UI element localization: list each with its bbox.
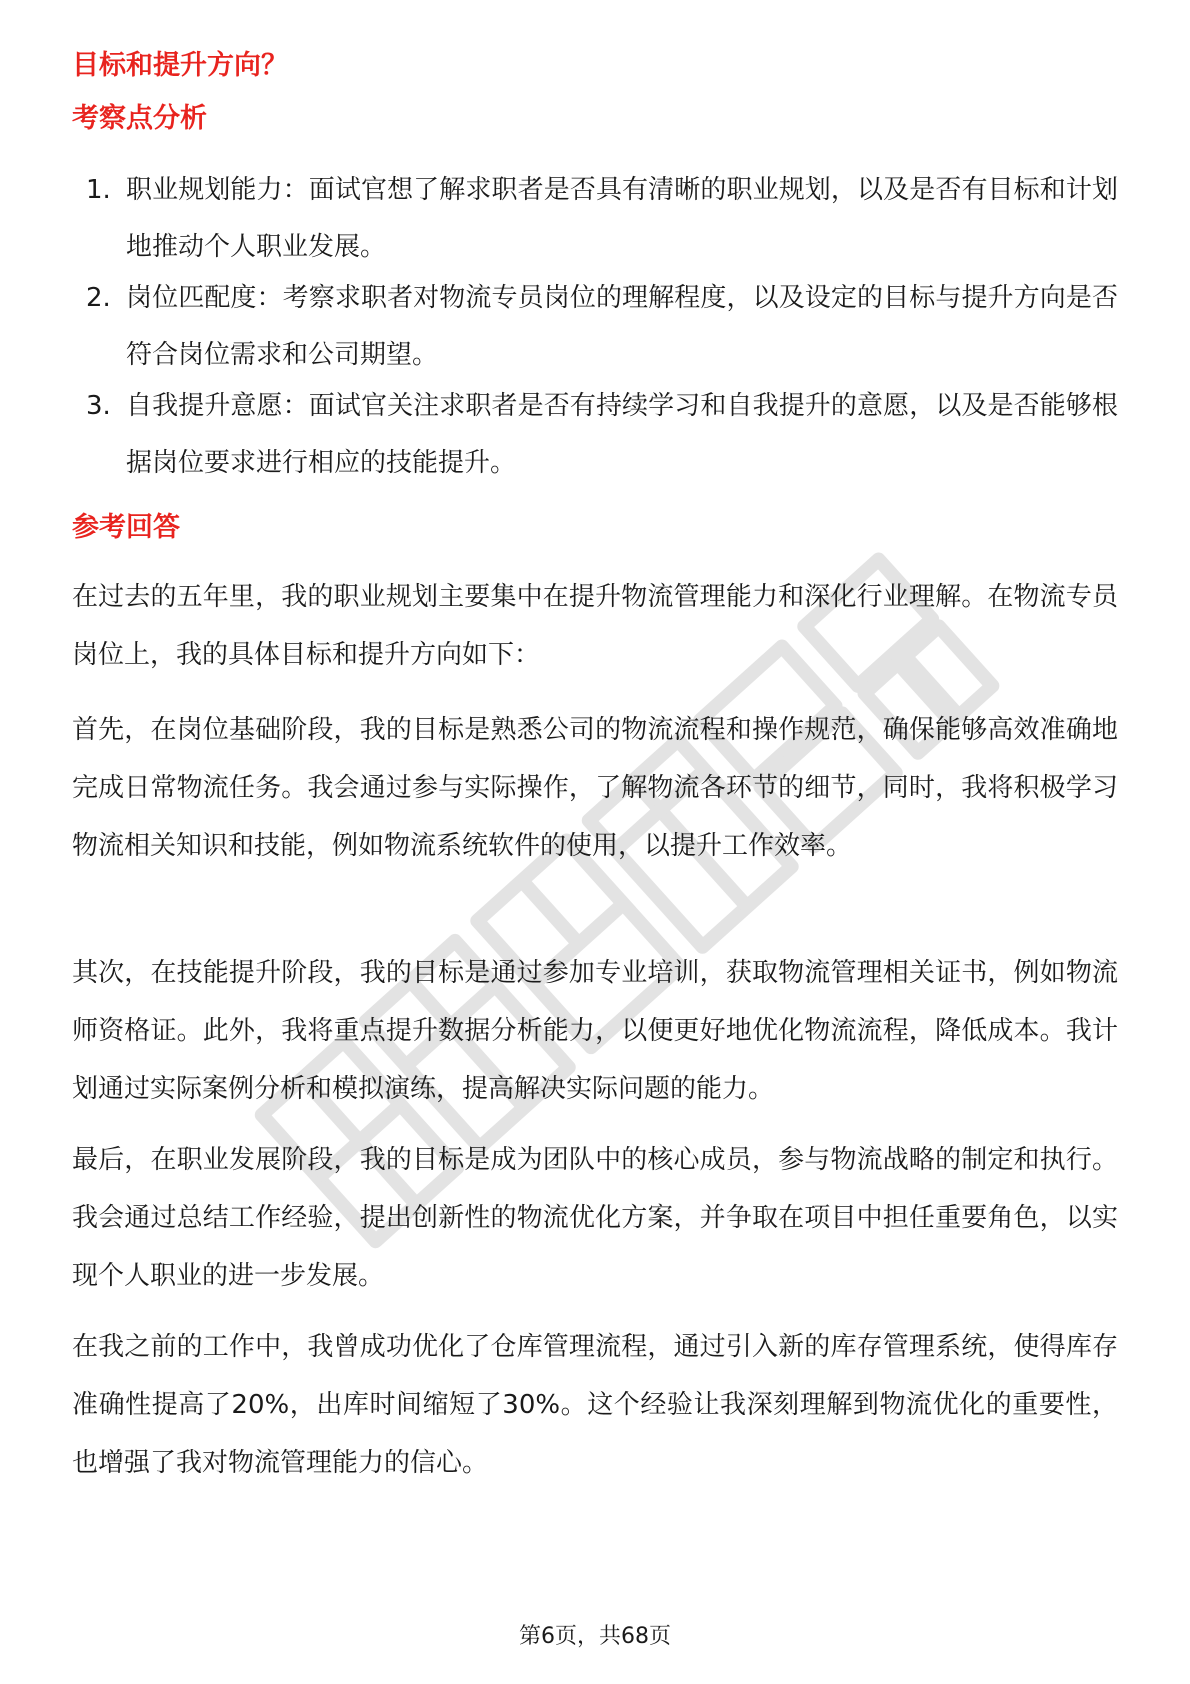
list-number: 1. — [86, 175, 111, 205]
list-text: 职业规划能力：面试官想了解求职者是否具有清晰的职业规划，以及是否有目标和计划地推动个人职业发展。 — [126, 175, 1118, 262]
reference-heading: 参考回答 — [72, 512, 180, 543]
answer-paragraph: 其次，在技能提升阶段，我的目标是通过参加专业培训，获取物流管理相关证书，例如物流师资格证。此外，我将重点提升数据分析能力，以便更好地优化物流流程，降低成本。我计划通过实际案例分析和模拟演练，提高解决实际问题的能力。 — [72, 958, 1118, 1104]
analysis-heading: 考察点分析 — [72, 103, 207, 134]
page-number: 第6页，共68页 — [519, 1624, 671, 1649]
answer-paragraph: 最后，在职业发展阶段，我的目标是成为团队中的核心成员，参与物流战略的制定和执行。我会通过总结工作经验，提出创新性的物流优化方案，并争取在项目中担任重要角色，以实现个人职业的进一步发展。 — [72, 1145, 1118, 1291]
answer-paragraph: 首先，在岗位基础阶段，我的目标是熟悉公司的物流流程和操作规范，确保能够高效准确地完成日常物流任务。我会通过参与实际操作，了解物流各环节的细节，同时，我将积极学习物流相关知识和技能，例如物流系统软件的使用，以提升工作效率。 — [72, 715, 1118, 861]
question-heading: 目标和提升方向？ — [72, 50, 288, 81]
answer-paragraph: 在我之前的工作中，我曾成功优化了仓库管理流程，通过引入新的库存管理系统，使得库存准确性提高了20%，出库时间缩短了30%。这个经验让我深刻理解到物流优化的重要性，也增强了我对物流管理能力的信心。 — [72, 1332, 1118, 1478]
answer-paragraph: 在过去的五年里，我的职业规划主要集中在提升物流管理能力和深化行业理解。在物流专员岗位上，我的具体目标和提升方向如下： — [72, 582, 1118, 670]
list-text: 自我提升意愿：面试官关注求职者是否有持续学习和自我提升的意愿，以及是否能够根据岗位要求进行相应的技能提升。 — [126, 391, 1118, 478]
list-number: 3. — [86, 391, 111, 421]
list-number: 2. — [86, 283, 111, 313]
list-text: 岗位匹配度：考察求职者对物流专员岗位的理解程度，以及设定的目标与提升方向是否符合岗位需求和公司期望。 — [126, 283, 1118, 370]
